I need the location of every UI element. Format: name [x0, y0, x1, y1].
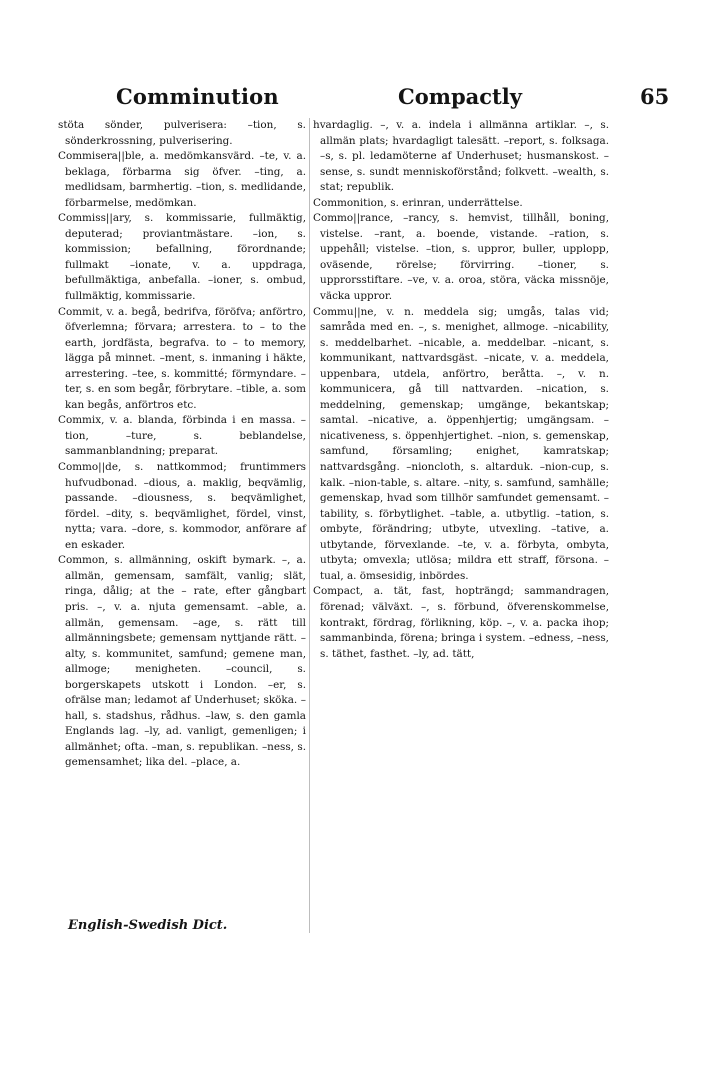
entry-commorance: Commo||rance, –rancy, s. hemvist, tillhåll, boning, vistelse. –rant, a. boende, vistande. –ration, s. uppehåll; vistelse. –tion, s. uppror, buller, upplopp, oväsende, rörelse; förvirring. –tioner, s. upprorsstiftare. –ve, v. a. oroa, störa, väcka missnöje, väcka uppror.	[313, 212, 609, 303]
entry-commit: Commit, v. a. begå, bedrifva, föröfva; anförtro, öfverlemna; förvara; arrestera. to – to the earth, jordfästa, begrafva. to – to memory, lägga på minnet. –ment, s. inmaning i häkte, arrestering. –tee, s. kommitté; förmyndare. –ter, s. en som begår, förbrytare. –tible, a. som kan begås, anförtros etc.	[58, 305, 306, 411]
printer-signature: English-Swedish Dict.	[68, 918, 228, 933]
entry-common: Common, s. allmänning, oskift bymark. –, a. allmän, gemensam, samfält, vanlig; slät, ringa, dålig; at the – rate, efter gångbart pris. –, v. a. njuta gemensamt. –able, a. allmän, gemensam. –age, s. rätt till allmänningsbete; gemensam nyttjande rätt. –alty, s. kommunitet, samfund; gemene man, allmoge; menigheten. –council, s. borgerskapets utskott i London. –er, s. ofrälse man; ledamot af Underhuset; sköka. –hall, s. stadshus, rådhus. –law, s. den gamla Englands lag. –ly, ad. vanligt, gemenligen; i allmänhet; ofta. –man, s. republikan. –ness, s. gemensamhet; lika del. –place, a.	[58, 554, 306, 769]
entry-comminution: stöta sönder, pulverisera: –tion, s. sönderkrossning, pulverisering.	[58, 119, 306, 147]
entry-commix: Commix, v. a. blanda, förbinda i en massa. –tion, –ture, s. beblandelse, sammanblandning; preparat.	[58, 414, 306, 458]
entry-commode: Commo||de, s. nattkommod; fruntimmers hufvudbonad. –dious, a. maklig, beqvämlig, passande. –diousness, s. beqvämlighet, fördel. –dity, s. beqvämlighet, fördel, vinst, nytta; vara. –dore, s. kommodor, anförare af en eskader.	[58, 461, 306, 551]
page-number: 65	[640, 84, 670, 109]
column-divider	[309, 118, 310, 933]
entry-commissary: Commiss||ary, s. kommissarie, fullmäktig, deputerad; proviantmästare. –ion, s. kommission; befallning, förordnande; fullmakt –ionate, v. a. uppdraga, befullmäktiga, anbefalla. –ioner, s. ombud, fullmäktig, kommissarie.	[58, 212, 306, 303]
entry-compact: Compact, a. tät, fast, hopträngd; sammandragen, förenad; välväxt. –, s. förbund, öfverenskommelse, kontrakt, fördrag, förlikning, köp. –, v. a. packa ihop; sammanbinda, förena; bringa i system. –edness, –ness, s. täthet, fasthet. –ly, ad. tätt,	[313, 585, 609, 660]
header-right-word: Compactly	[398, 84, 522, 109]
entry-commune: Commu||ne, v. n. meddela sig; umgås, talas vid; samråda med en. –, s. menighet, allmoge. –nicability, s. meddelbarhet. –nicable, a. meddelbar. –nicant, s. kommunikant, nattvardsgäst. –nicate, v. a. meddela, uppenbara, utdela, anförtro, beråtta. –, v. n. kommunicera, gå till nattvarden. –nication, s. meddelning, gemenskap; umgänge, bekantskap; samtal. –nicative, a. öppenhjertig; umgängsam. –nicativeness, s. öppenhjertighet. –nion, s. gemenskap, samfund, församling; enighet, kamratskap; nattvardsgång. –nioncloth, s. altarduk. –nion-cup, s. kalk. –nion-table, s. altare. –nity, s. samfund, samhälle; gemenskap, hvad som tillhör samfundet gemensamt. –tability, s. förbytlighet. –table, a. utbytlig. –tation, s. ombyte, förändring; utbyte, utvexling. –tative, a. utbytande, förvexlande. –te, v. a. förbyta, ombyta, utbyta; omvexla; utlösa; mildra ett straff, försona. –tual, a. ömsesidig, inbördes.	[313, 305, 609, 582]
entry-commonplace-cont: hvardaglig. –, v. a. indela i allmänna artiklar. –, s. allmän plats; hvardagligt talesätt. –report, s. folksaga. –s, s. pl. ledamöterne af Underhuset; husmanskost. –sense, s. sundt menniskoförstånd; folkvett. –wealth, s. stat; republik.	[313, 119, 609, 194]
entry-commonition: Commonition, s. erinran, underrättelse.	[313, 196, 523, 209]
entry-commiserable: Commisera||ble, a. medömkansvärd. –te, v. a. beklaga, förbarma sig öfver. –ting, a. medlidsam, barmhertig. –tion, s. medlidande, förbarmelse, medömkan.	[58, 150, 306, 209]
right-column	[313, 118, 609, 662]
left-column	[58, 118, 306, 771]
header-left-word: Comminution	[116, 84, 279, 109]
